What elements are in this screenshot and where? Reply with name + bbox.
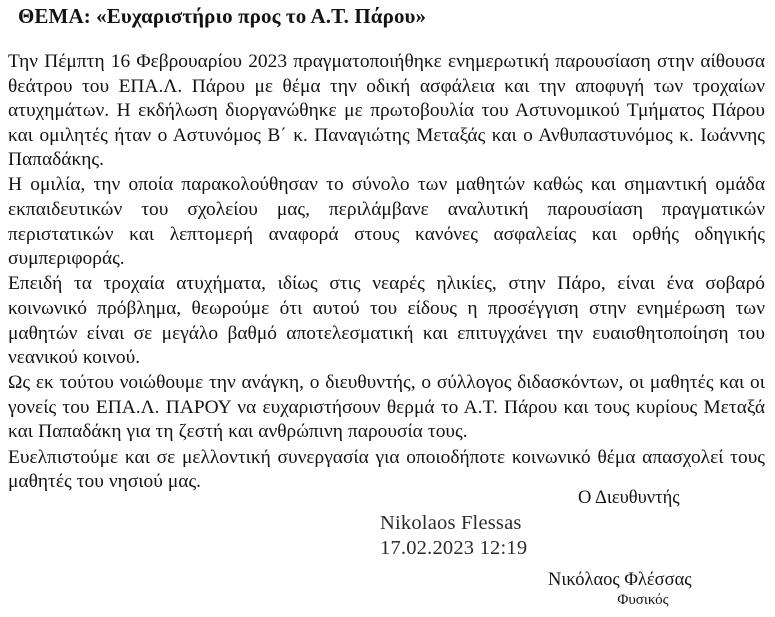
digital-signature-datetime: 17.02.2023 12:19 (380, 537, 528, 559)
director-label: Ο Διευθυντής (578, 488, 680, 508)
paragraph: Ως εκ τούτου νοιώθουμε την ανάγκη, ο διευθυντής, ο σύλλογος διδασκόντων, οι μαθητές και οι γονείς του ΕΠΑ.Λ. ΠΑΡΟΥ να ευχαριστήσουν θερμά το Α.Τ. Πάρου και τους κυρίους Μεταξά και Παπαδάκη για τη ζεστή και ανθρώπινη παρουσία τους. (8, 372, 765, 443)
page-title: ΘΕΜΑ: «Ευχαριστήριο προς το Α.Τ. Πάρου» (18, 4, 427, 28)
signer-name: Νικόλαος Φλέσσας (548, 570, 692, 590)
paragraph: Ευελπιστούμε και σε μελλοντική συνεργασία για οποιοδήποτε κοινωνικό θέμα απασχολεί τους μαθητές του νησιού μας. (8, 446, 765, 493)
digital-signature-name: Nikolaos Flessas (380, 512, 522, 534)
document-body (8, 50, 765, 495)
paragraph: Την Πέμπτη 16 Φεβρουαρίου 2023 πραγματοποιήθηκε ενημερωτική παρουσίαση στην αίθουσα θεάτρου του ΕΠΑ.Λ. Πάρου με θέμα την οδική ασφάλεια και την αποφυγή των τροχαίων ατυχημάτων. Η εκδήλωση διοργανώθηκε με πρωτοβουλία του Αστυνομικού Τμήματος Πάρου και ομιλητές ήταν ο Αστυνόμος Β΄ κ. Παναγιώτης Μεταξάς και ο Ανθυπαστυνόμος κ. Ιωάννης Παπαδάκης. (8, 51, 765, 171)
paragraph: Επειδή τα τροχαία ατυχήματα, ιδίως στις νεαρές ηλικίες, στην Πάρο, είναι ένα σοβαρό κοινωνικό πρόβλημα, θεωρούμε ότι αυτού του είδους η προσέγγιση στην ενημέρωση των μαθητών είναι σε μεγάλο βαθμό αποτελεσματική και επιτυγχάνει την ευαισθητοποίηση του νεανικού κοινού. (8, 273, 765, 369)
signer-role: Φυσικός (617, 592, 669, 608)
signature-block (0, 487, 775, 617)
digital-signature-stamp (380, 511, 527, 561)
paragraph: Η ομιλία, την οποία παρακολούθησαν το σύνολο των μαθητών καθώς και σημαντική ομάδα εκπαιδευτικών του σχολείου μας, περιλάμβανε αναλυτική παρουσίαση πραγματικών περιστατικών και λεπτομερή αναφορά στους κανόνες ασφαλείας και ορθής οδηγικής συμπεριφοράς. (8, 174, 765, 270)
